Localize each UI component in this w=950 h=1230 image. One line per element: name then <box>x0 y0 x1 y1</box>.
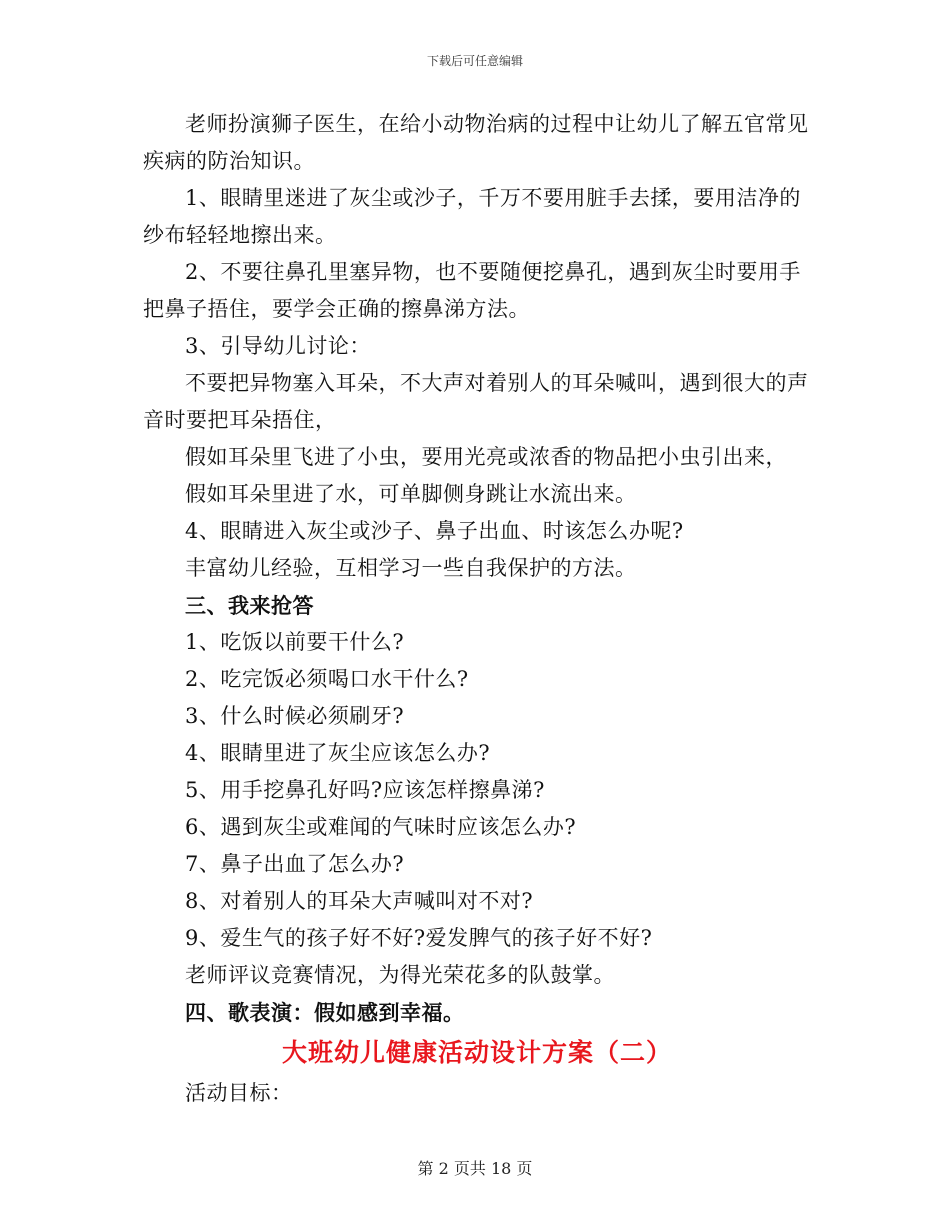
next-plan-title: 大班幼儿健康活动设计方案（二） <box>281 1038 672 1067</box>
quiz-question: 5、用手挖鼻孔好吗?应该怎样擦鼻涕? <box>185 778 545 802</box>
page-footer: 第 2 页共 18 页 <box>417 1159 533 1178</box>
paragraph-intro: 老师扮演狮子医生，在给小动物治病的过程中让幼儿了解五官常见疾病的防治知识。 <box>143 112 809 173</box>
paragraph-ear-bug: 假如耳朵里飞进了小虫，要用光亮或浓香的物品把小虫引出来， <box>185 445 787 469</box>
quiz-question: 3、什么时候必须刷牙? <box>185 704 405 728</box>
paragraph-nose: 2、不要往鼻孔里塞异物，也不要随便挖鼻孔，遇到灰尘时要用手把鼻子捂住，要学会正确的擦鼻涕方法。 <box>143 260 801 321</box>
quiz-question: 9、爱生气的孩子好不好?爱发脾气的孩子好不好? <box>185 926 653 950</box>
quiz-question: 2、吃完饭必须喝口水干什么? <box>185 667 469 691</box>
paragraph-question: 4、眼睛进入灰尘或沙子、鼻子出血、时该怎么办呢? <box>185 519 684 543</box>
quiz-question: 8、对着别人的耳朵大声喊叫对不对? <box>185 889 534 913</box>
page-header: 下载后可任意编辑 <box>426 54 523 68</box>
activity-goal-label: 活动目标： <box>185 1081 293 1105</box>
document-body <box>143 106 811 1112</box>
paragraph-discussion: 3、引导幼儿讨论： <box>185 334 371 358</box>
paragraph-eyes: 1、眼睛里迷进了灰尘或沙子，千万不要用脏手去揉，要用洁净的纱布轻轻地擦出来。 <box>143 186 801 247</box>
paragraph-enrich: 丰富幼儿经验，互相学习一些自我保护的方法。 <box>185 556 637 580</box>
section-heading-song: 四、歌表演：假如感到幸福。 <box>185 1000 465 1025</box>
quiz-closing: 老师评议竞赛情况，为得光荣花多的队鼓掌。 <box>185 963 615 987</box>
paragraph-ears: 不要把异物塞入耳朵，不大声对着别人的耳朵喊叫，遇到很大的声音时要把耳朵捂住， <box>143 371 809 432</box>
quiz-question: 6、遇到灰尘或难闻的气味时应该怎么办? <box>185 815 577 839</box>
quiz-question: 4、眼睛里进了灰尘应该怎么办? <box>185 741 491 765</box>
quiz-question: 7、鼻子出血了怎么办? <box>185 852 405 876</box>
paragraph-ear-water: 假如耳朵里进了水，可单脚侧身跳让水流出来。 <box>185 482 637 506</box>
section-heading-quiz: 三、我来抢答 <box>185 593 314 618</box>
quiz-question: 1、吃饭以前要干什么? <box>185 630 405 654</box>
